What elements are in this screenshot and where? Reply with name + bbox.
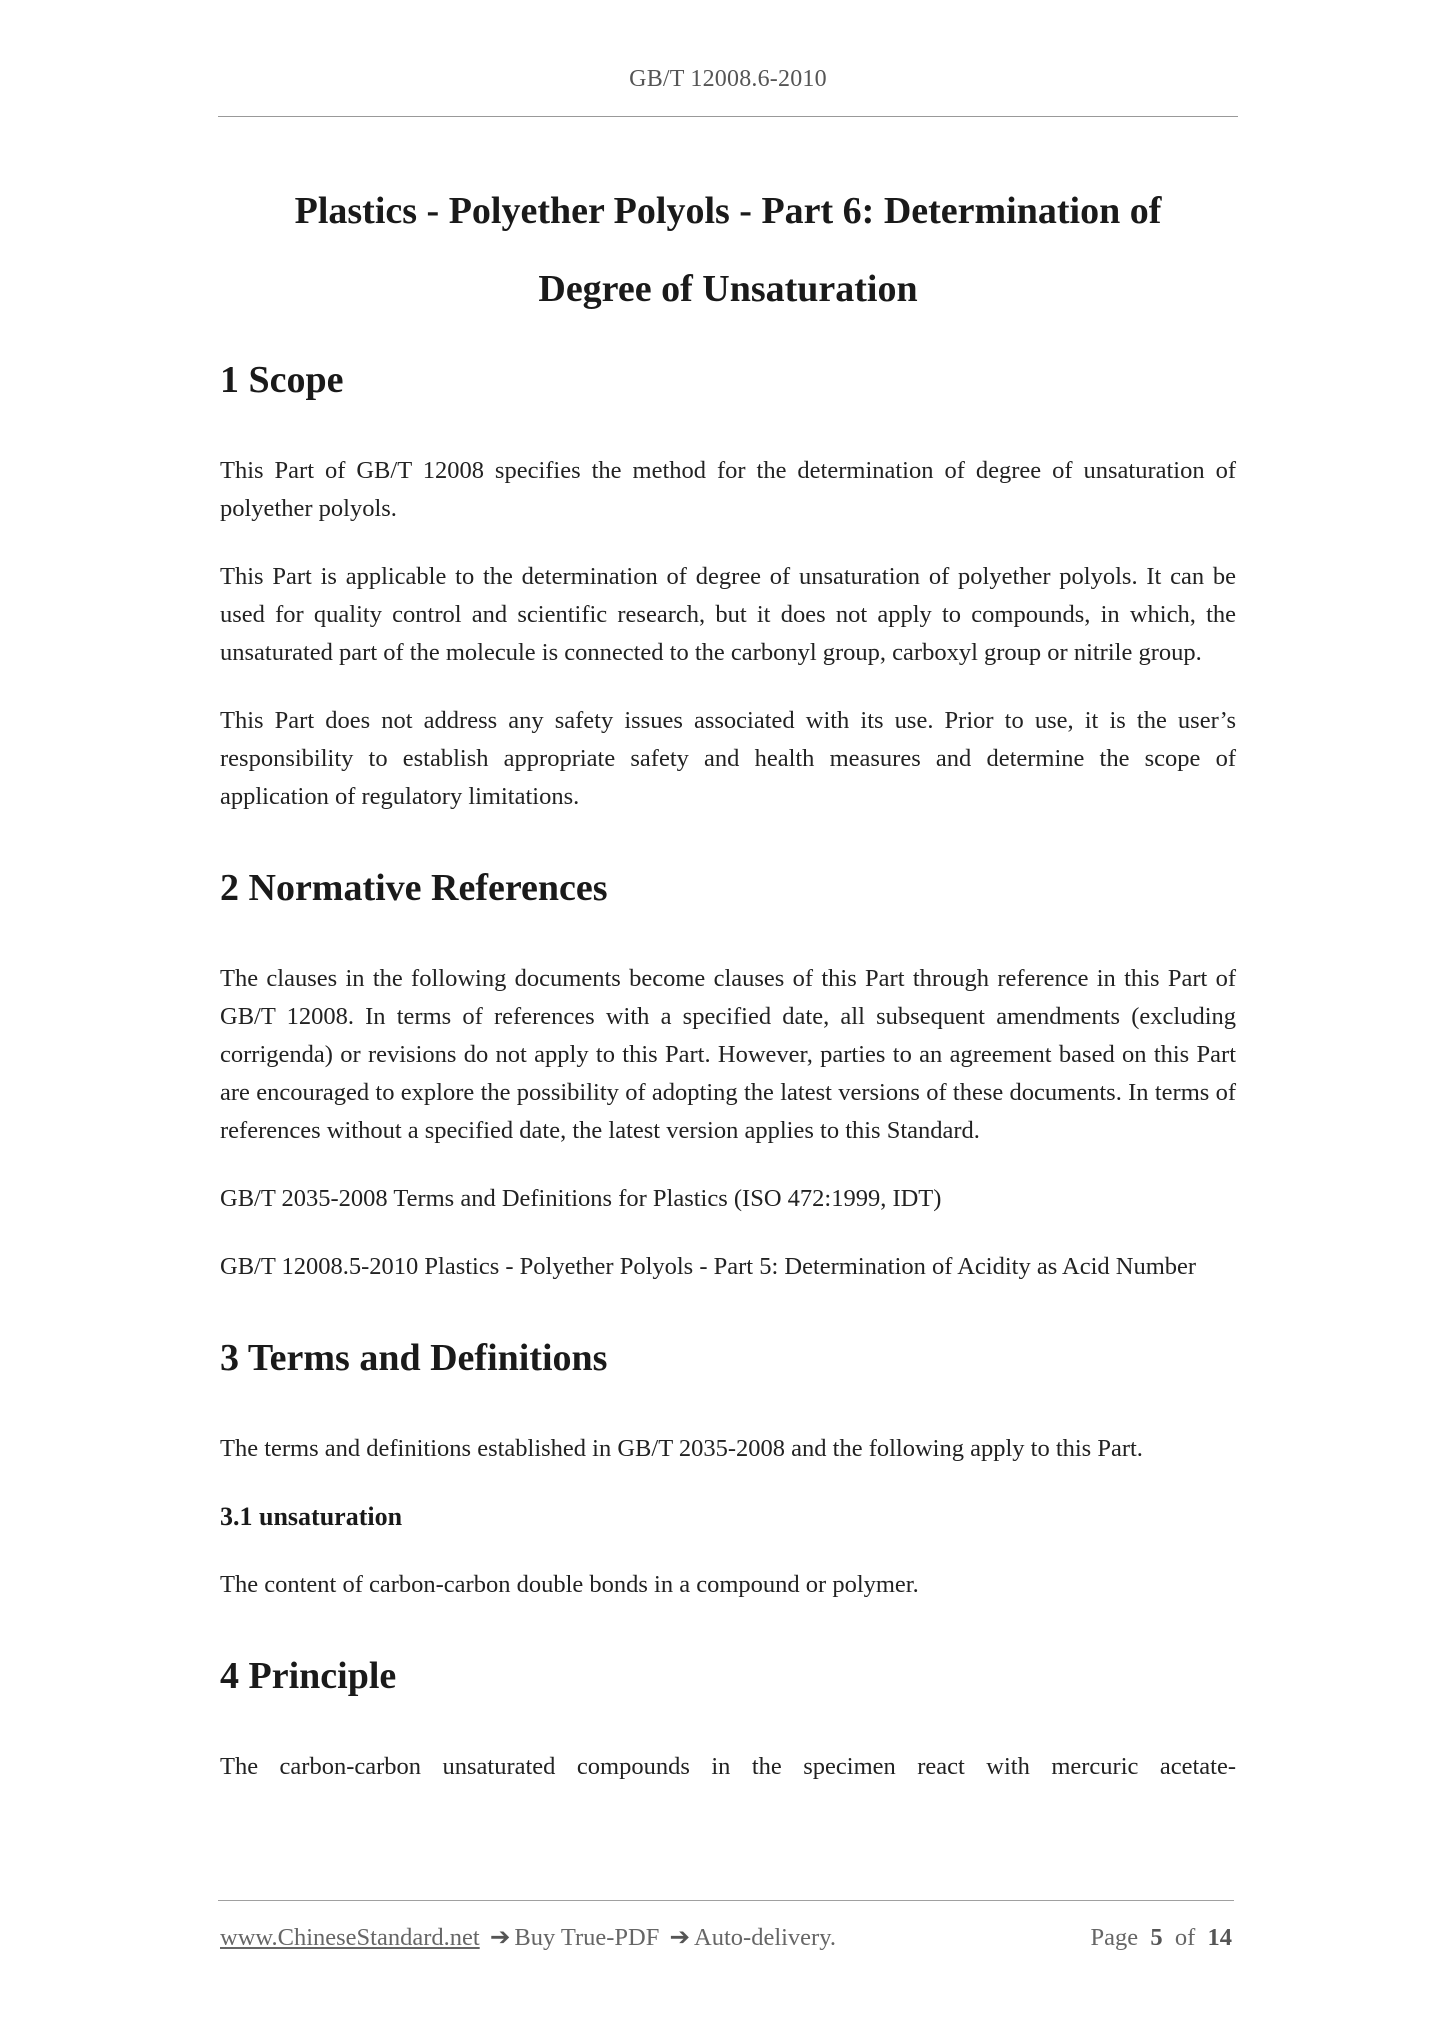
buy-true-pdf-text: Buy True-PDF [514,1924,660,1951]
scope-paragraph-1: This Part of GB/T 12008 specifies the method for the determination of degree of unsaturation of polyether polyols. [220,457,1236,522]
normative-reference-1: GB/T 2035-2008 Terms and Definitions for Plastics (ISO 472:1999, IDT) [220,1185,942,1212]
title-line-2: Degree of Unsaturation [538,268,918,310]
section-heading-scope: 1 Scope [220,359,344,401]
footer-divider [218,1900,1234,1901]
document-title [218,172,1238,328]
footer-promo [220,1922,836,1952]
page-counter [1090,1924,1232,1952]
page-label: Page [1090,1924,1139,1951]
header-divider [218,116,1238,117]
website-link[interactable]: www.ChineseStandard.net [220,1924,480,1951]
unsaturation-definition: The content of carbon-carbon double bonds in a compound or polymer. [220,1571,919,1598]
document-body [220,352,1236,1786]
auto-delivery-text: Auto-delivery. [694,1924,836,1951]
of-label: of [1174,1924,1196,1951]
terms-paragraph-1: The terms and definitions established in GB/T 2035-2008 and the following apply to this Part. [220,1435,1143,1462]
current-page-number: 5 [1150,1924,1163,1951]
subsection-heading-unsaturation: 3.1 unsaturation [220,1502,403,1531]
normative-reference-2: GB/T 12008.5-2010 Plastics - Polyether Polyols - Part 5: Determination of Acidity as Acid Number [220,1253,1197,1280]
title-line-1: Plastics - Polyether Polyols - Part 6: Determination of [294,190,1162,232]
running-header: GB/T 12008.6-2010 [629,66,827,92]
page-footer [220,1922,1232,1952]
scope-paragraph-2: This Part is applicable to the determination of degree of unsaturation of polyether polyols. It can be used for quality control and scientific research, but it does not apply to compounds, in which, the unsaturated part of the molecule is connected to the carbonyl group, carboxyl group or nitrile group. [220,563,1236,666]
principle-paragraph-1: The carbon-carbon unsaturated compounds in the specimen react with mercuric acetate- [220,1753,1236,1780]
scope-paragraph-3: This Part does not address any safety issues associated with its use. Prior to use, it is the user’s responsibility to establish appropriate safety and health measures and determine the scope of application of regulatory limitations. [220,707,1236,810]
section-heading-principle: 4 Principle [220,1655,397,1697]
total-pages-number: 14 [1207,1924,1232,1951]
normative-paragraph-1: The clauses in the following documents become clauses of this Part through reference in this Part of GB/T 12008. In terms of references with a specified date, all subsequent amendments (excluding corrigenda) or revisions do not apply to this Part. However, parties to an agreement based on this Part are encouraged to explore the possibility of adopting the latest versions of these documents. In terms of references without a specified date, the latest version applies to this Standard. [220,965,1236,1144]
section-heading-normative-references: 2 Normative References [220,867,608,909]
right-arrow-icon: ➔ [669,1924,691,1951]
right-arrow-icon: ➔ [489,1924,511,1951]
section-heading-terms-definitions: 3 Terms and Definitions [220,1337,608,1379]
